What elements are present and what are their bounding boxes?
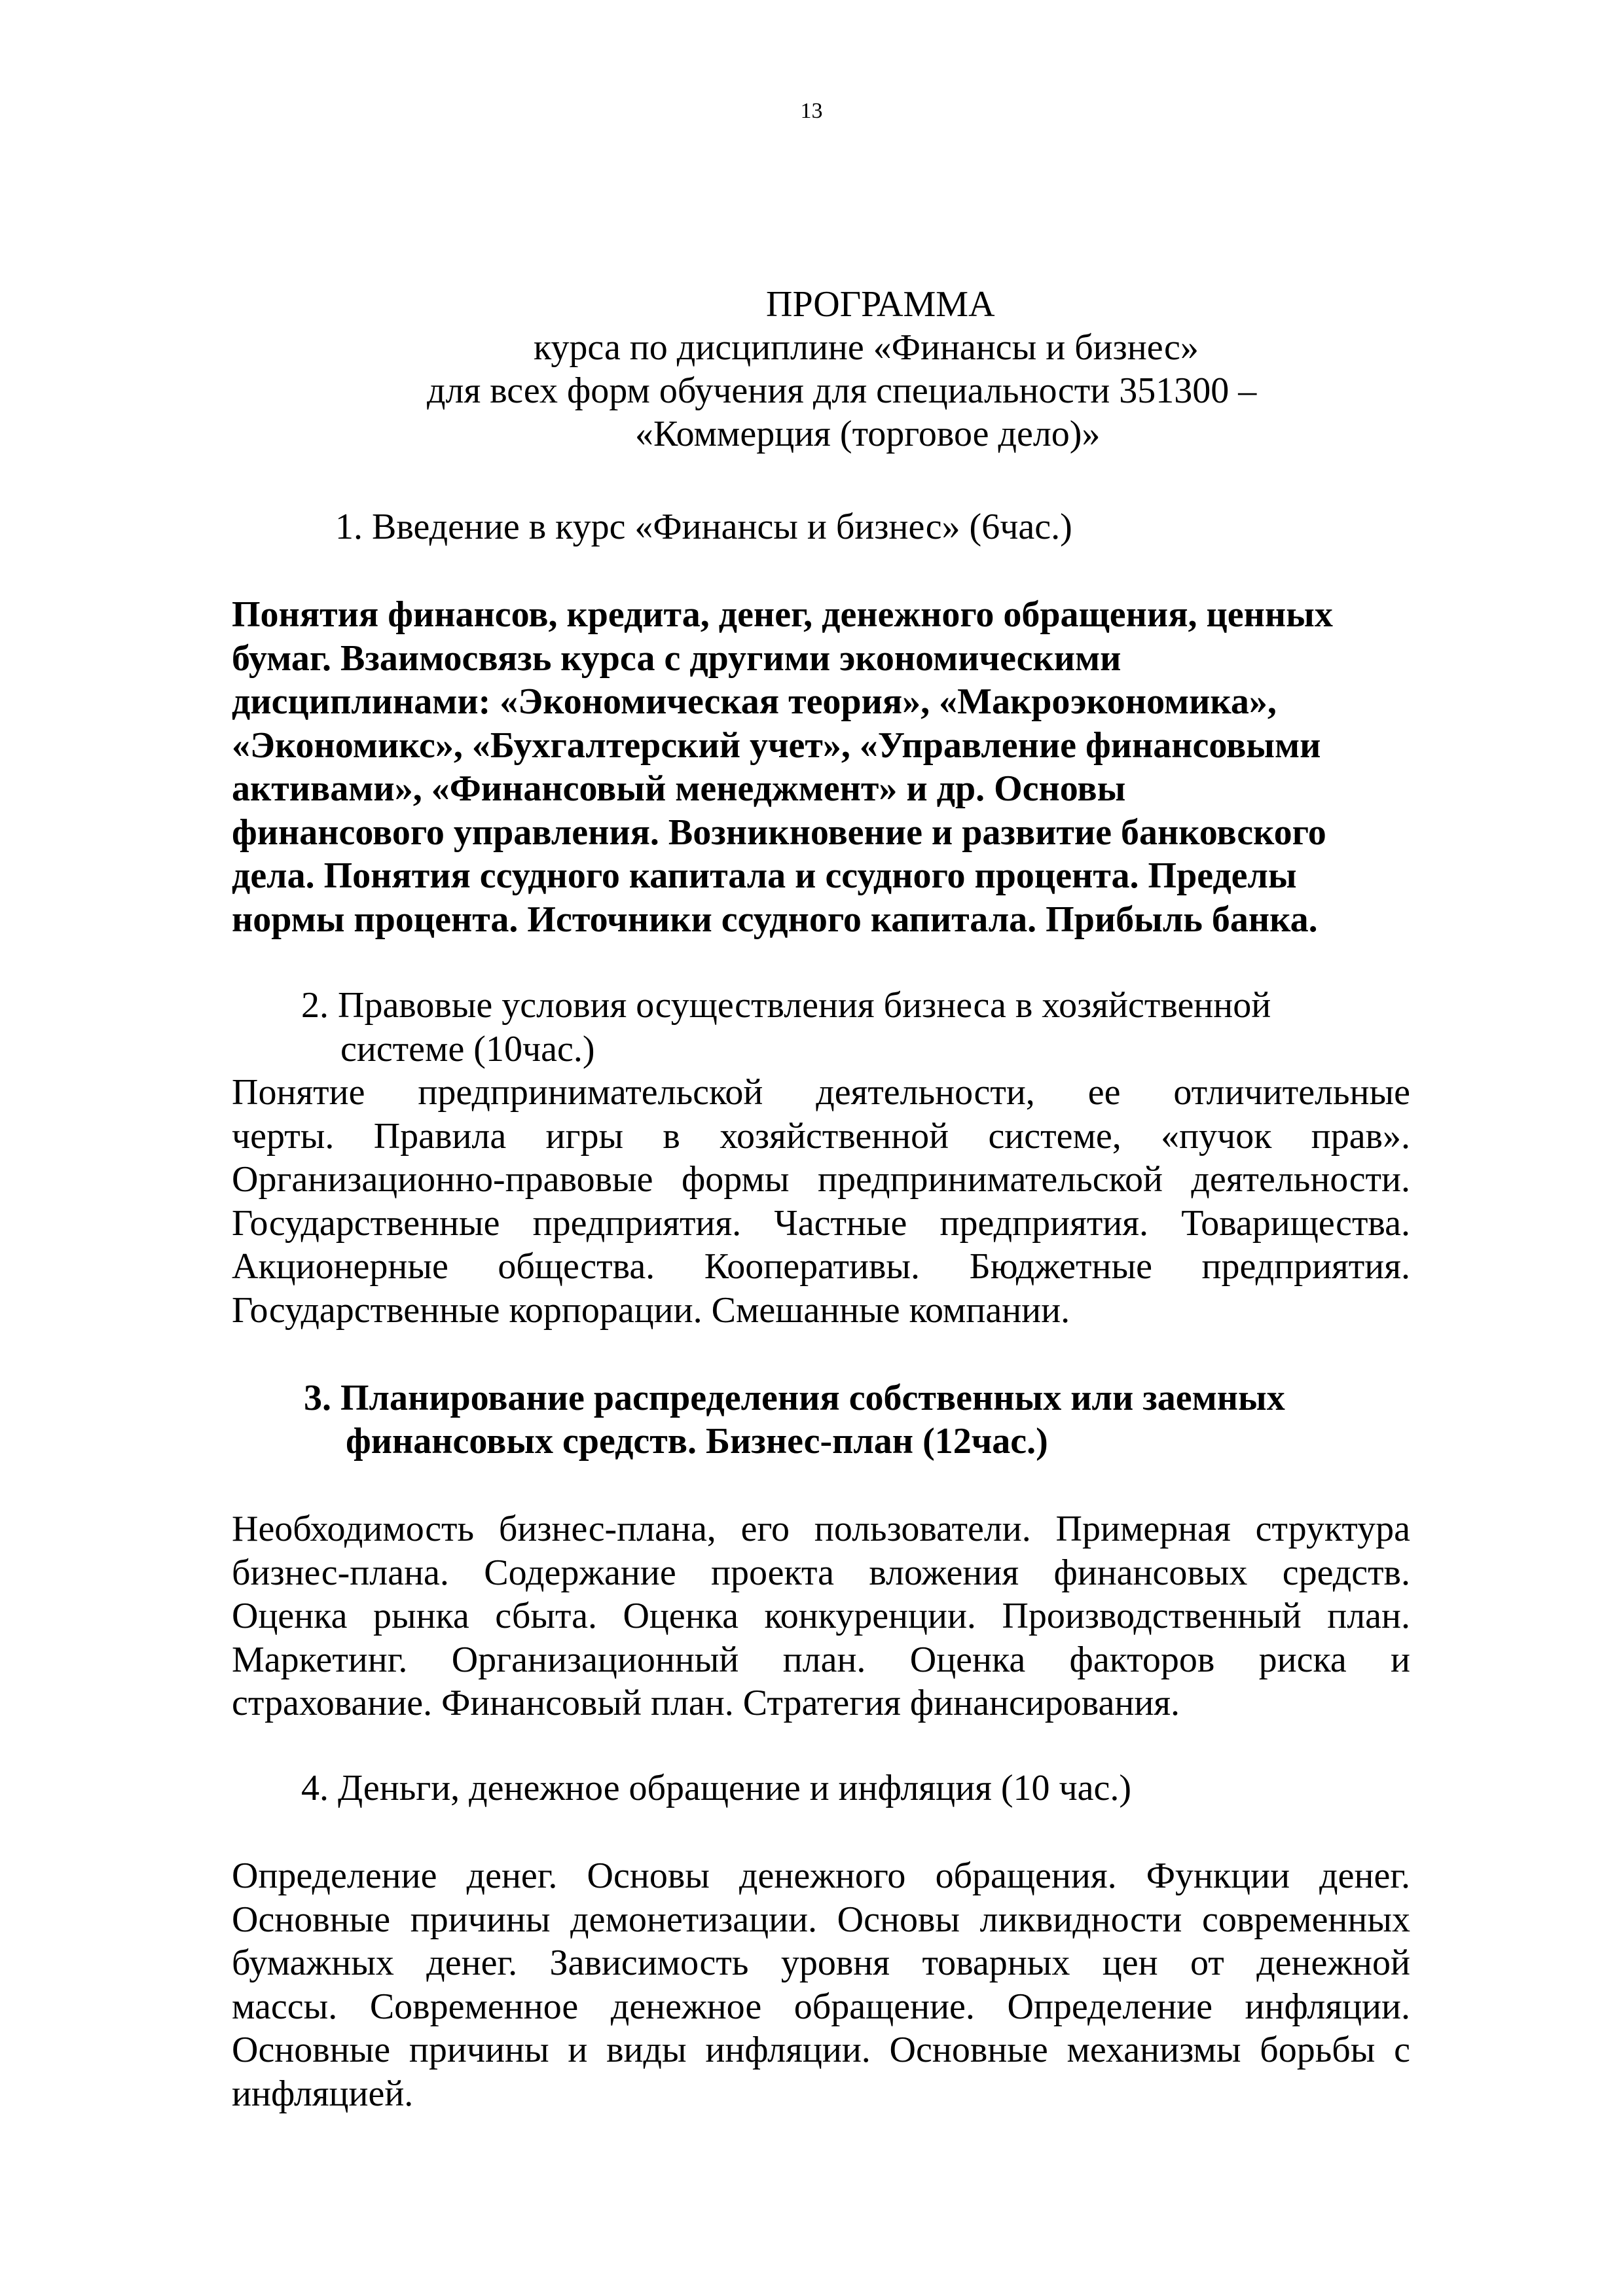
section-3-body	[232, 1507, 1410, 1725]
section-1-line: дисциплинами: «Экономическая теория», «Макроэкономика»,	[232, 681, 1277, 722]
section-2-line: Государственные корпорации. Смешанные компании.	[232, 1289, 1070, 1331]
section-2-heading-line2: системе (10час.)	[340, 1029, 595, 1069]
section-4-line: инфляцией.	[232, 2073, 414, 2114]
section-1-line: «Экономикс», «Бухгалтерский учет», «Управление финансовыми	[232, 725, 1321, 766]
section-2-line: Понятие предпринимательской деятельности, ее отличительные	[232, 1072, 1410, 1113]
section-1-line: бумаг. Взаимосвязь курса с другими экономическими	[232, 637, 1122, 679]
section-4-heading: 4. Деньги, денежное обращение и инфляция (10 час.)	[301, 1768, 1132, 1808]
section-4-line: Основные причины и виды инфляции. Основные механизмы борьбы с	[232, 2030, 1410, 2070]
title-specialty: «Коммерция (торговое дело)»	[635, 414, 1101, 454]
section-1-line: нормы процента. Источники ссудного капитала. Прибыль банка.	[232, 899, 1318, 940]
section-3-line: страхование. Финансовый план. Стратегия финансирования.	[232, 1683, 1180, 1723]
section-3-line: Необходимость бизнес-плана, его пользователи. Примерная структура	[232, 1509, 1410, 1549]
section-4-body	[232, 1854, 1410, 2115]
section-1-body	[232, 593, 1410, 941]
section-2-line: черты. Правила игры в хозяйственной системе, «пучок прав».	[232, 1115, 1410, 1157]
section-1-line: активами», «Финансовый менеджмент» и др. Основы	[232, 768, 1126, 809]
page-number: 13	[800, 99, 823, 123]
title-program: ПРОГРАММА	[766, 284, 995, 325]
section-4-line: Определение денег. Основы денежного обращения. Функции денег.	[232, 1856, 1410, 1896]
section-4-line: Основные причины демонетизации. Основы ликвидности современных	[232, 1899, 1410, 1940]
section-1-line: финансового управления. Возникновение и развитие банковского	[232, 812, 1326, 853]
section-3-line: бизнес-плана. Содержание проекта вложения финансовых средств.	[232, 1552, 1410, 1593]
section-2-line: Государственные предприятия. Частные предприятия. Товарищества.	[232, 1202, 1410, 1244]
section-3-line: Маркетинг. Организационный план. Оценка факторов риска и	[232, 1639, 1410, 1680]
section-1-heading: 1. Введение в курс «Финансы и бизнес» (6час.)	[335, 507, 1072, 547]
section-2-body	[232, 1071, 1410, 1332]
section-3-heading-line2: финансовых средств. Бизнес-план (12час.)	[346, 1421, 1048, 1462]
section-2-line: Организационно-правовые формы предпринимательской деятельности.	[232, 1159, 1410, 1200]
section-1-line: дела. Понятия ссудного капитала и ссудного процента. Пределы	[232, 855, 1297, 896]
title-audience: для всех форм обучения для специальности 351300 –	[427, 370, 1257, 411]
section-4-line: массы. Современное денежное обращение. Определение инфляции.	[232, 1986, 1410, 2027]
section-3-line: Оценка рынка сбыта. Оценка конкуренции. Производственный план.	[232, 1596, 1410, 1636]
section-2-line: Акционерные общества. Кооперативы. Бюджетные предприятия.	[232, 1246, 1410, 1287]
title-course: курса по дисциплине «Финансы и бизнес»	[534, 327, 1199, 368]
section-2-heading-line1: 2. Правовые условия осуществления бизнеса в хозяйственной	[301, 985, 1271, 1026]
section-3-heading-line1: 3. Планирование распределения собственных или заемных	[304, 1378, 1285, 1418]
section-4-line: бумажных денег. Зависимость уровня товарных цен от денежной	[232, 1943, 1410, 1983]
section-1-line: Понятия финансов, кредита, денег, денежного обращения, ценных	[232, 594, 1333, 635]
